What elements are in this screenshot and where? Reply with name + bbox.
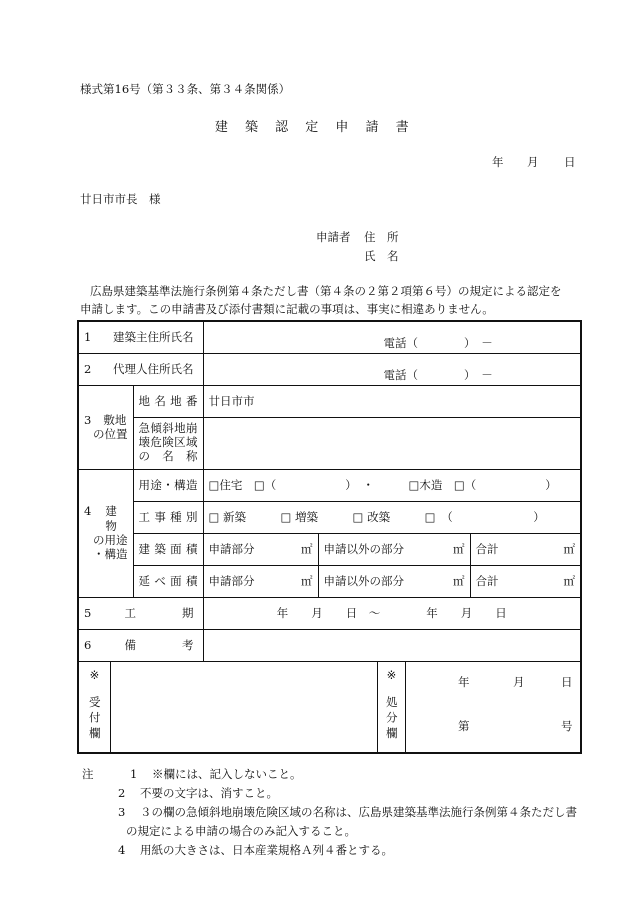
row2-number: 2	[84, 361, 92, 376]
disposal-label: 処分欄	[384, 695, 399, 743]
building-use-label	[78, 469, 133, 597]
applicant-name-label: 氏 名	[364, 249, 399, 263]
owner-field[interactable]	[203, 321, 581, 353]
disposal-year-label: 年	[458, 674, 470, 689]
disposal-mark: ※	[386, 667, 397, 682]
row6-number: 6	[84, 637, 92, 652]
agent-phone-label: 電話（ ） －	[383, 368, 493, 383]
row5-number: 5	[84, 605, 92, 620]
use-structure-label: 用途・構造	[133, 469, 203, 501]
total-label: 合計	[475, 573, 499, 588]
agent-label: 代理人住所氏名	[113, 361, 194, 376]
office-use-row	[78, 661, 581, 753]
note-1-number: 1	[130, 767, 138, 781]
building-area-other[interactable]	[318, 533, 470, 565]
lot-number-field[interactable]	[203, 385, 581, 417]
floor-area-label: 延 べ 面 積	[133, 565, 203, 597]
unit-label: ㎡	[301, 573, 313, 588]
note-2-number: 2	[118, 786, 126, 800]
notes	[82, 765, 582, 860]
disposal-day-label: 日	[561, 674, 573, 689]
page-title: 建 築 認 定 申 請 書	[214, 120, 416, 135]
receipt-field[interactable]	[111, 662, 378, 752]
unit-label: ㎡	[453, 573, 465, 588]
applicant-address-label: 住 所	[364, 230, 399, 244]
building-area-application[interactable]	[203, 533, 318, 565]
unit-label: ㎡	[563, 573, 576, 588]
addressee: 廿日市市長 様	[80, 192, 161, 206]
danger-area-field[interactable]	[203, 417, 581, 469]
use-structure-row	[78, 469, 581, 501]
remarks-row	[78, 629, 581, 661]
unit-label: ㎡	[453, 541, 465, 556]
application-part-label: 申請部分	[208, 541, 255, 556]
note-3-line-1: ３の欄の急傾斜地崩壊危険区域の名称は、広島県建築基準法施行条例第４条ただし書	[140, 805, 577, 819]
floor-area-application[interactable]	[203, 565, 318, 597]
work-type-row	[78, 501, 581, 533]
danger-area-row	[78, 417, 581, 469]
work-type-options[interactable]	[203, 501, 581, 533]
date-day-label: 日	[564, 155, 576, 169]
receipt-label: 受付欄	[87, 695, 102, 743]
other-part-label: 申請以外の部分	[323, 573, 405, 588]
unit-label: ㎡	[563, 541, 576, 556]
remarks-field[interactable]	[203, 629, 581, 661]
site-location-label	[78, 385, 133, 469]
date-month-label: 月	[527, 155, 539, 169]
work-type-value: □ 新築 □ 増築 □ 改築 □ （ ）	[208, 509, 545, 524]
receipt-label-cell	[79, 662, 111, 752]
disposal-month-label: 月	[513, 674, 525, 689]
intro-line-2: 申請します。この申請書及び添付書類に記載の事項は、事実に相違ありません。	[80, 302, 494, 316]
note-4: 用紙の大きさは、日本産業規格Ａ列４番とする。	[140, 843, 393, 857]
row3-number: 3	[84, 412, 92, 427]
receipt-mark: ※	[89, 667, 100, 682]
lot-number-label: 地 名 地 番	[133, 385, 203, 417]
floor-area-row	[78, 565, 581, 597]
construction-period-row	[78, 597, 581, 629]
owner-label: 建築主住所氏名	[113, 330, 194, 345]
site-lot-row	[78, 385, 581, 417]
construction-period-value: 年 月 日 ～ 年 月 日	[276, 605, 507, 620]
building-area-label: 建 築 面 積	[133, 533, 203, 565]
note-2: 不要の文字は、消すこと。	[140, 786, 278, 800]
floor-area-other[interactable]	[318, 565, 470, 597]
total-label: 合計	[475, 541, 499, 556]
remarks-label: 備 考	[124, 637, 194, 652]
floor-area-total[interactable]	[470, 565, 581, 597]
danger-area-label	[133, 417, 203, 469]
building-label-a: 建物	[105, 504, 117, 533]
agent-field[interactable]	[203, 353, 581, 385]
owner-phone-label: 電話（ ） －	[383, 336, 493, 351]
note-3-line-2: の規定による申請の場合のみ記入すること。	[126, 824, 356, 838]
site-label-b: の位置	[93, 427, 128, 441]
use-structure-options[interactable]	[203, 469, 581, 501]
form-number: 様式第16号（第３３条、第３４条関係）	[80, 82, 291, 96]
owner-row	[78, 321, 581, 353]
application-form-table	[77, 320, 582, 754]
disposal-field[interactable]	[406, 662, 580, 752]
use-structure-value: □住宅 □（ ） ・ □木造 □（ ）	[208, 477, 557, 492]
intro-line-1: 広島県建築基準法施行条例第４条ただし書（第４条の２第２項第６号）の規定による認定を	[90, 284, 562, 298]
disposal-number-suffix: 号	[561, 718, 573, 733]
lot-number-value: 廿日市市	[208, 393, 255, 408]
construction-period-field[interactable]	[203, 597, 581, 629]
construction-period-label: 工 期	[124, 605, 194, 620]
row1-number: 1	[84, 330, 92, 345]
applicant-label: 申請者	[316, 230, 351, 244]
date-year-label: 年	[492, 155, 504, 169]
note-3-number: 3	[118, 805, 126, 819]
danger-label-3: の 名 称	[138, 448, 198, 463]
notes-label: 注	[82, 767, 94, 781]
building-label-c: ・構造	[93, 547, 128, 562]
building-area-total[interactable]	[470, 533, 581, 565]
note-1: ※欄には、記入しないこと。	[152, 767, 302, 781]
other-part-label: 申請以外の部分	[323, 541, 405, 556]
note-4-number: 4	[118, 843, 126, 857]
danger-label-1: 急傾斜地崩	[138, 421, 198, 436]
disposal-label-cell	[378, 662, 406, 752]
agent-row	[78, 353, 581, 385]
unit-label: ㎡	[301, 541, 313, 556]
site-label-a: 敷地	[103, 412, 127, 427]
building-area-row	[78, 533, 581, 565]
danger-label-2: 壊危険区域	[138, 435, 198, 450]
application-part-label: 申請部分	[208, 573, 255, 588]
disposal-number-prefix: 第	[458, 718, 470, 733]
work-type-label: 工 事 種 別	[133, 501, 203, 533]
row4-number: 4	[84, 504, 92, 519]
building-label-b: の用途	[93, 533, 128, 547]
